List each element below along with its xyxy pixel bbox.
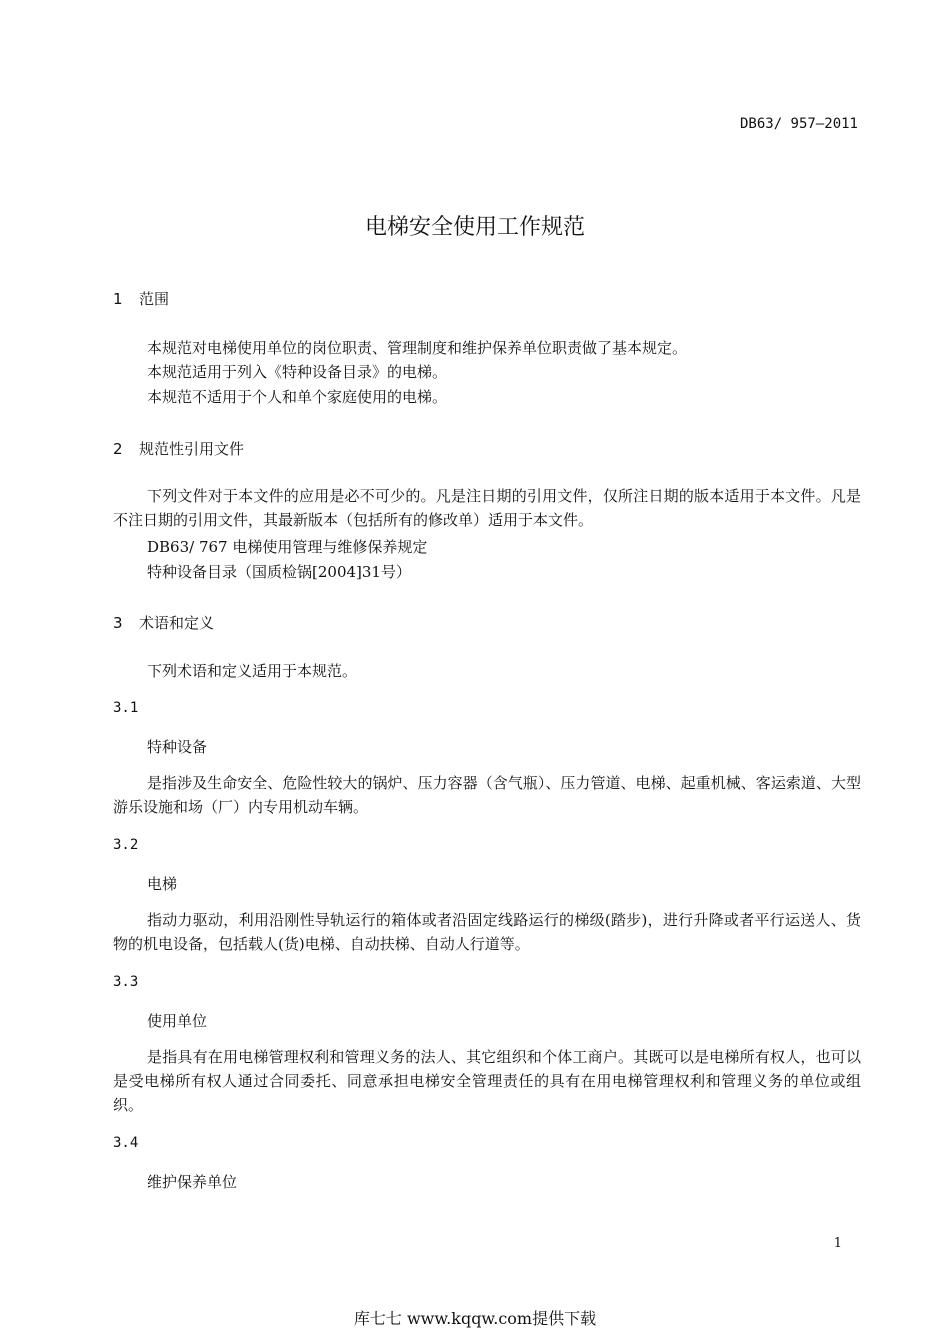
term-title: 电梯 bbox=[147, 875, 178, 893]
scope-line: 本规范对电梯使用单位的岗位职责、管理制度和维护保养单位职责做了基本规定。 bbox=[147, 339, 688, 357]
scope-line: 本规范适用于列入《特种设备目录》的电梯。 bbox=[147, 363, 448, 381]
clause-number: 3.3 bbox=[113, 974, 139, 990]
reference-item: 特种设备目录（国质检锅[2004]31号） bbox=[147, 563, 411, 581]
clause-number: 3.2 bbox=[113, 837, 139, 853]
section-2-heading bbox=[113, 438, 244, 459]
section-title: 术语和定义 bbox=[139, 614, 215, 632]
normative-references-paragraph: 下列文件对于本文件的应用是必不可少的。凡是注日期的引用文件，仅所注日期的版本适用于本文件。凡是不注日期的引用文件，其最新版本（包括所有的修改单）适用于本文件。 bbox=[113, 487, 861, 529]
section-title: 规范性引用文件 bbox=[139, 440, 245, 458]
section-title: 范围 bbox=[139, 290, 170, 308]
term-definition: 是指涉及生命安全、危险性较大的锅炉、压力容器（含气瓶）、压力管道、电梯、起重机械、客运索道、大型游乐设施和场（厂）内专用机动车辆。 bbox=[113, 774, 861, 816]
terms-intro: 下列术语和定义适用于本规范。 bbox=[147, 662, 358, 680]
term-title: 维护保养单位 bbox=[147, 1173, 238, 1191]
reference-item: DB63/ 767 电梯使用管理与维修保养规定 bbox=[147, 538, 428, 556]
term-definition: 是指具有在用电梯管理权利和管理义务的法人、其它组织和个体工商户。其既可以是电梯所有权人，也可以是受电梯所有权人通过合同委托、同意承担电梯安全管理责任的具有在用电梯管理权利和管理义务的单位或组织。 bbox=[113, 1048, 861, 1114]
section-1-heading bbox=[113, 288, 169, 309]
term-title: 特种设备 bbox=[147, 738, 208, 756]
section-3-heading bbox=[113, 612, 214, 633]
section-number: 1 bbox=[113, 290, 123, 308]
document-title: 电梯安全使用工作规范 bbox=[364, 215, 585, 240]
standard-number: DB63/ 957—2011 bbox=[739, 116, 858, 132]
section-number: 3 bbox=[113, 614, 123, 632]
scope-line: 本规范不适用于个人和单个家庭使用的电梯。 bbox=[147, 388, 448, 406]
download-footer: 库七七 www.kqqw.com提供下载 bbox=[353, 1309, 597, 1328]
section-number: 2 bbox=[113, 440, 123, 458]
term-definition: 指动力驱动，利用沿刚性导轨运行的箱体或者沿固定线路运行的梯级(踏步)，进行升降或者平行运送人、货物的机电设备，包括载人(货)电梯、自动扶梯、自动人行道等。 bbox=[113, 911, 861, 953]
term-title: 使用单位 bbox=[147, 1012, 208, 1030]
clause-number: 3.4 bbox=[113, 1135, 139, 1151]
page-number: 1 bbox=[833, 1236, 842, 1251]
clause-number: 3.1 bbox=[113, 700, 139, 716]
